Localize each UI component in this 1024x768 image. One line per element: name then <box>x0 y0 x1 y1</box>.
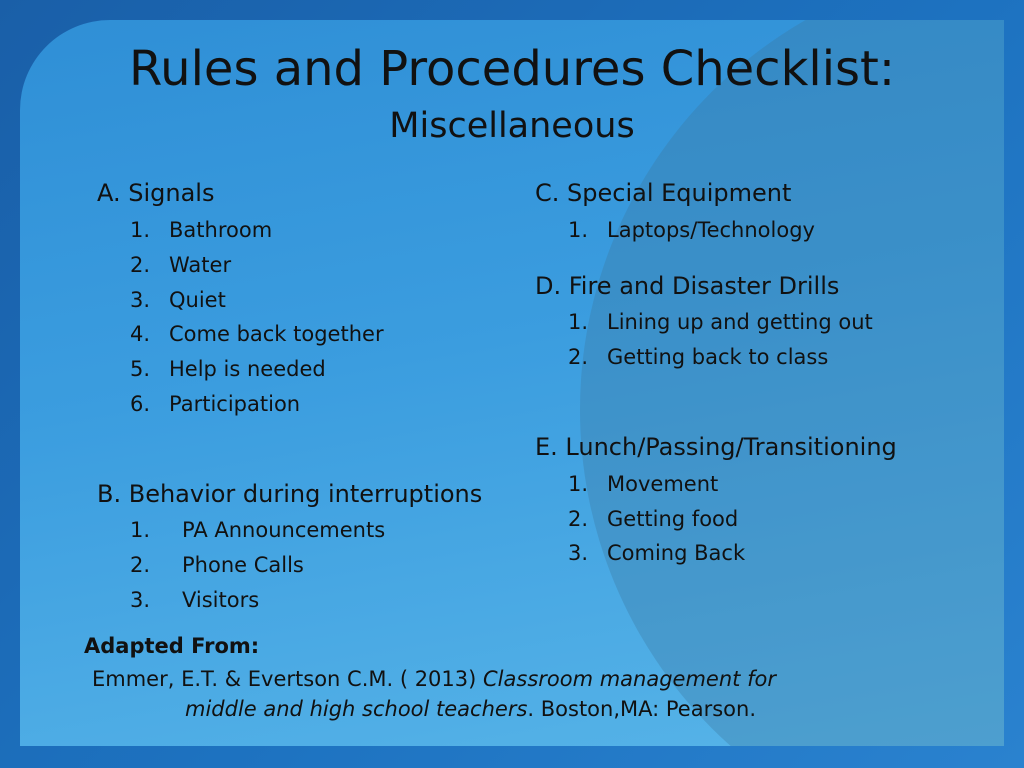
citation-title-part1: Classroom management for <box>483 667 776 691</box>
list-item: 2. Water <box>130 253 232 277</box>
list-item: 1. Lining up and getting out <box>568 310 873 334</box>
list-item: 1. Movement <box>568 472 719 496</box>
list-item: 5. Help is needed <box>130 357 326 381</box>
list-item: 2. Phone Calls <box>130 553 304 577</box>
section-a-heading: A. Signals <box>97 179 215 207</box>
citation-title-part2: middle and high school teachers <box>185 697 528 721</box>
citation-line-1 <box>92 664 872 694</box>
slide-title: Rules and Procedures Checklist: <box>128 41 896 97</box>
list-item: 1. Laptops/Technology <box>568 218 815 242</box>
citation <box>92 664 872 724</box>
citation-authors: Emmer, E.T. & Evertson C.M. ( 2013) <box>92 667 484 691</box>
section-b-heading: B. Behavior during interruptions <box>97 480 483 508</box>
section-d-heading: D. Fire and Disaster Drills <box>535 272 840 300</box>
citation-line-2 <box>92 694 872 724</box>
list-item: 4. Come back together <box>130 322 384 346</box>
list-item: 6. Participation <box>130 392 301 416</box>
citation-heading: Adapted From: <box>84 634 260 658</box>
citation-publisher: . Boston,MA: Pearson. <box>527 697 756 721</box>
list-item: 2. Getting food <box>568 507 739 531</box>
list-item: 1. PA Announcements <box>130 518 386 542</box>
list-item: 3. Quiet <box>130 288 226 312</box>
slide-subtitle: Miscellaneous <box>389 106 635 146</box>
list-item: 2. Getting back to class <box>568 345 829 369</box>
section-e-heading: E. Lunch/Passing/Transitioning <box>535 433 897 461</box>
list-item: 3. Visitors <box>130 588 260 612</box>
section-c-heading: C. Special Equipment <box>535 179 792 207</box>
list-item: 1. Bathroom <box>130 218 273 242</box>
list-item: 3. Coming Back <box>568 541 746 565</box>
